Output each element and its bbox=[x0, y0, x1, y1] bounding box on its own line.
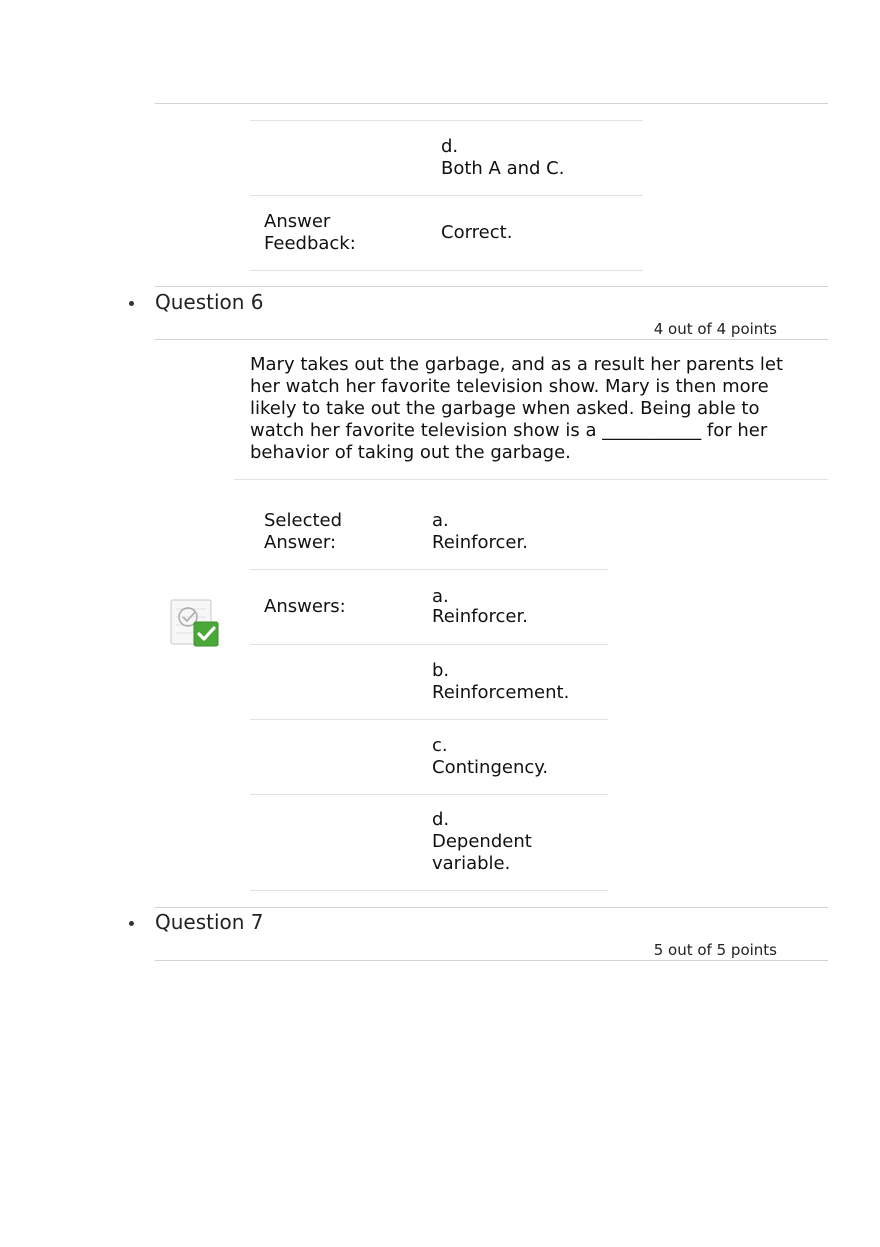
question-6-header-divider bbox=[155, 339, 828, 340]
answer-table-bottom-border bbox=[250, 270, 643, 271]
answers-row-divider-1 bbox=[250, 569, 608, 570]
answers-table-bottom-border bbox=[250, 890, 608, 891]
answer-table-top-border bbox=[250, 120, 643, 121]
question-7-points: 5 out of 5 points bbox=[653, 941, 777, 959]
feedback-value: Correct. bbox=[441, 222, 513, 243]
question-7-bullet bbox=[129, 921, 134, 926]
answer-d-letter: d. bbox=[432, 809, 450, 830]
feedback-label-line2: Feedback: bbox=[264, 233, 356, 254]
answer-c-letter: c. bbox=[432, 735, 448, 756]
correct-checkmark-icon bbox=[168, 597, 220, 649]
question-6-title: Question 6 bbox=[155, 290, 264, 314]
selected-answer-label-line1: Selected bbox=[264, 510, 343, 531]
question-6-bottom-divider bbox=[155, 907, 828, 908]
selected-answer-letter: a. bbox=[432, 510, 449, 531]
answer-b-text: Reinforcement. bbox=[432, 682, 570, 703]
question-7-header-divider bbox=[155, 960, 828, 961]
answer-d-text-line1: Dependent bbox=[432, 831, 532, 852]
question-text-divider bbox=[234, 479, 828, 480]
answers-row-divider-3 bbox=[250, 719, 608, 720]
answers-label: Answers: bbox=[264, 596, 346, 617]
prev-answer-d-text: Both A and C. bbox=[441, 158, 565, 179]
question-divider bbox=[155, 286, 828, 287]
answer-row-divider bbox=[250, 195, 643, 196]
answer-b-letter: b. bbox=[432, 660, 450, 681]
question-6-bullet bbox=[129, 301, 134, 306]
feedback-label-line1: Answer bbox=[264, 211, 331, 232]
selected-answer-text: Reinforcer. bbox=[432, 532, 528, 553]
answers-row-divider-4 bbox=[250, 794, 608, 795]
question-7-title: Question 7 bbox=[155, 910, 264, 934]
answer-a-letter: a. bbox=[432, 586, 449, 607]
prev-answer-d-letter: d. bbox=[441, 136, 459, 157]
question-6-text: Mary takes out the garbage, and as a result her parents let her watch her favorite television show. Mary is then more likely to take out the garbage when asked. Being able to watch her favorite television show is a ___________ for her behavior of taking out the garbage. bbox=[250, 354, 784, 463]
answer-a-text: Reinforcer. bbox=[432, 606, 528, 627]
answer-d-text-line2: variable. bbox=[432, 853, 511, 874]
prev-question-top-divider bbox=[155, 103, 828, 104]
selected-answer-label-line2: Answer: bbox=[264, 532, 337, 553]
question-6-points: 4 out of 4 points bbox=[653, 320, 777, 338]
answers-row-divider-2 bbox=[250, 644, 608, 645]
answer-c-text: Contingency. bbox=[432, 757, 549, 778]
